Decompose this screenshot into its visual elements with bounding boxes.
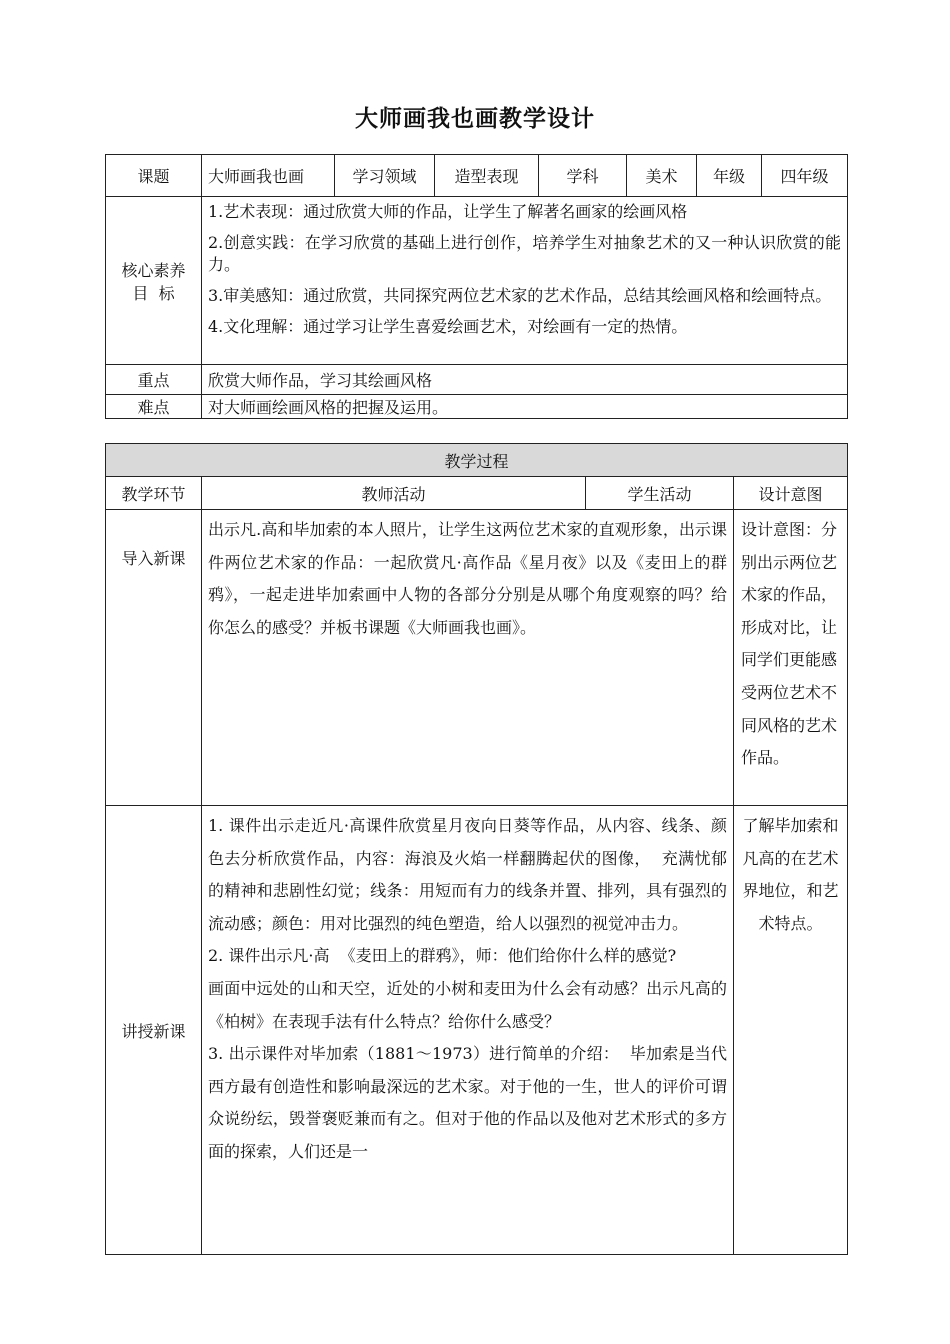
goals-list (202, 197, 848, 365)
teaching-process-table (105, 443, 848, 1255)
process-header-row (106, 444, 848, 477)
info-row-goals (106, 197, 848, 365)
teacher-paragraph: 3. 出示课件对毕加索（1881～1973）进行简单的介绍： 毕加索是当代西方最有创造性和影响最深远的艺术家。对于他的一生，世人的评价可谓众说纷纭，毁誉褒贬兼而有之。但对于他的作品以及他对艺术形式的多方面的探索，人们还是一 (208, 1044, 727, 1161)
teacher-paragraph: 2. 课件出示凡·高 《麦田上的群鸦》，师：他们给你什么样的感觉? (208, 946, 677, 966)
key-label: 重点 (106, 365, 202, 395)
subject-label: 学科 (539, 155, 627, 197)
goal-item: 1.艺术表现：通过欣赏大师的作品，让学生了解著名画家的绘画风格 (208, 202, 688, 221)
goals-label (106, 197, 202, 365)
info-row-key (106, 365, 848, 395)
process-row-lecture (106, 806, 848, 1255)
process-header: 教学过程 (106, 444, 848, 477)
column-intent: 设计意图 (734, 477, 848, 510)
teacher-activity-cell: 出示凡.高和毕加索的本人照片，让学生这两位艺术家的直观形象，出示课件两位艺术家的作品：一起欣赏凡·高作品《星月夜》以及《麦田上的群鸦》，一起走进毕加索画中人物的各部分分别是从哪个角度观察的吗？给你怎么的感受？并板书课题《大师画我也画》。 (202, 510, 734, 806)
teacher-paragraph: 1. 课件出示走近凡·高课件欣赏星月夜向日葵等作品，从内容、线条、颜色去分析欣赏作品，内容：海浪及火焰一样翻腾起伏的图像， 充满忧郁的精神和悲剧性幻觉；线条：用短而有力的线条并置、排列，具有强烈的流动感；颜色：用对比强烈的纯色塑造，给人以强烈的视觉冲击力。 (208, 816, 727, 933)
column-student: 学生活动 (586, 477, 734, 510)
stage-cell: 讲授新课 (106, 806, 202, 1255)
column-teacher: 教师活动 (202, 477, 586, 510)
info-row-difficulty (106, 395, 848, 419)
difficulty-label: 难点 (106, 395, 202, 419)
process-row-intro (106, 510, 848, 806)
topic-value: 大师画我也画 (202, 155, 335, 197)
key-value: 欣赏大师作品，学习其绘画风格 (202, 365, 848, 395)
goals-label-line2: 目 标 (132, 283, 175, 303)
difficulty-value: 对大师画绘画风格的把握及运用。 (202, 395, 848, 419)
intent-cell: 设计意图：分别出示两位艺术家的作品，形成对比，让同学们更能感受两位艺术不同风格的艺术作品。 (734, 510, 848, 806)
subject-value: 美术 (627, 155, 697, 197)
teacher-paragraph: 画面中远处的山和天空，近处的小树和麦田为什么会有动感？出示凡高的《柏树》在表现手法有什么特点？给你什么感受？ (208, 978, 727, 1031)
teacher-activity-cell (202, 806, 734, 1255)
goal-item: 4.文化理解：通过学习让学生喜爱绘画艺术，对绘画有一定的热情。 (208, 317, 688, 336)
process-columns-row (106, 477, 848, 510)
domain-label: 学习领域 (335, 155, 435, 197)
document-title: 大师画我也画教学设计 (355, 106, 595, 132)
grade-label: 年级 (697, 155, 762, 197)
stage-cell: 导入新课 (106, 510, 202, 806)
topic-label: 课题 (106, 155, 202, 197)
goals-label-line1: 核心素养 (121, 260, 186, 280)
lesson-info-table (105, 154, 848, 419)
column-stage: 教学环节 (106, 477, 202, 510)
goal-item: 2.创意实践：在学习欣赏的基础上进行创作，培养学生对抽象艺术的又一种认识欣赏的能力。 (208, 233, 841, 274)
goal-item: 3.审美感知：通过欣赏，共同探究两位艺术家的艺术作品，总结其绘画风格和绘画特点。 (208, 286, 832, 305)
domain-value: 造型表现 (435, 155, 539, 197)
grade-value: 四年级 (762, 155, 848, 197)
info-row-topic (106, 155, 848, 197)
intent-cell: 了解毕加索和凡高的在艺术界地位，和艺术特点。 (734, 806, 848, 1255)
